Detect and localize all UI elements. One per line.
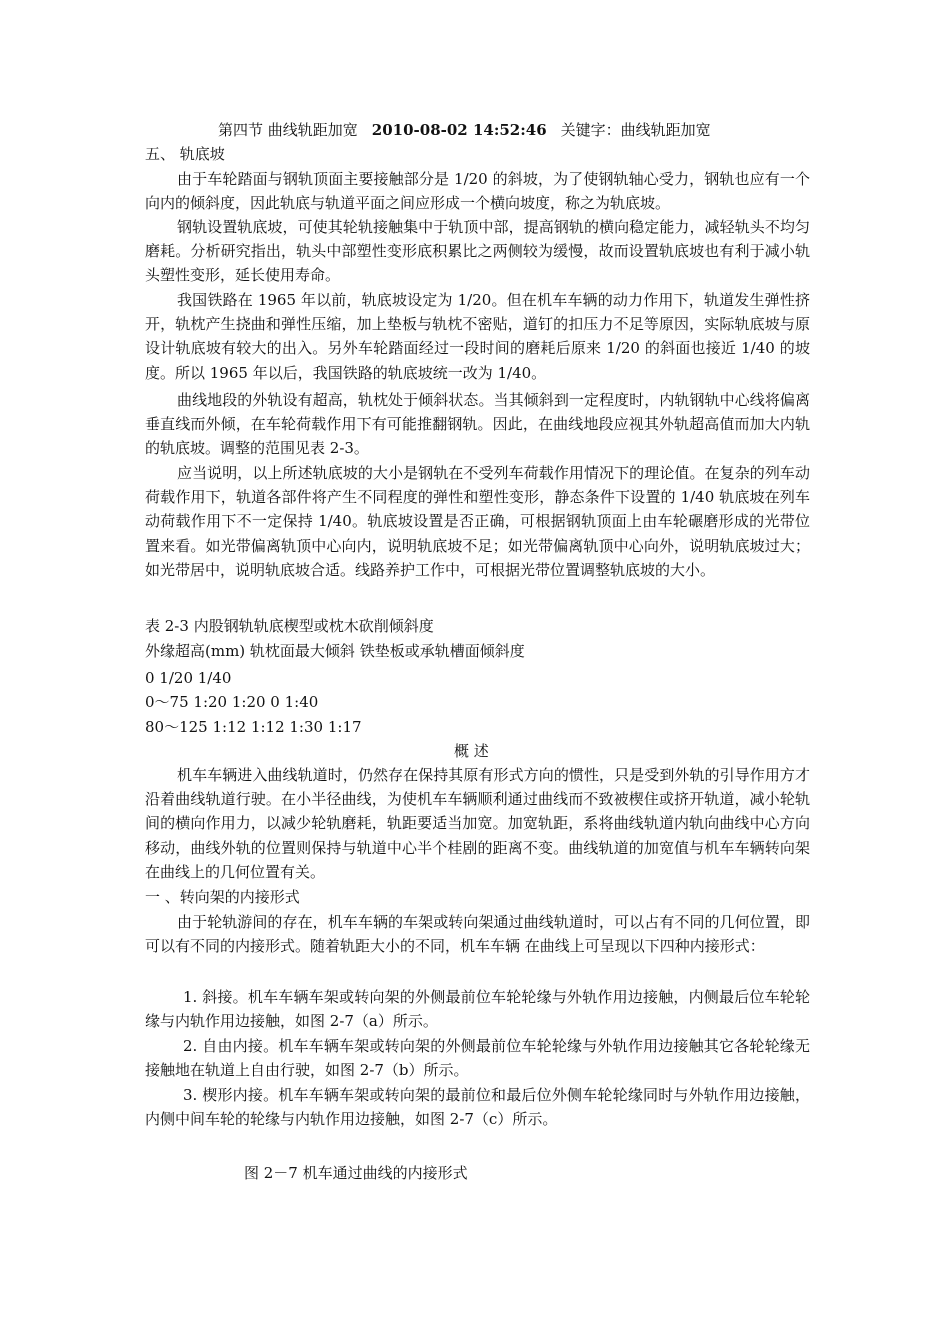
- table-row: 0 1/20 1/40: [145, 669, 232, 687]
- paragraph-4: 曲线地段的外轨设有超高，轨枕处于倾斜状态。当其倾斜到一定程度时，内轨钢轨中心线将偏离垂直线而外倾，在车轮荷载作用下有可能推翻钢轨。因此，在曲线地段应视其外轨超高值而加大内轨的轨底坡。调整的范围见表 2-3。: [145, 391, 810, 458]
- list-item: 3. 楔形内接。机车车辆车架或转向架的最前位和最后位外侧车轮轮缘同时与外轨作用边接触，内侧中间车轮的轮缘与内轨作用边接触，如图 2-7（c）所示。: [145, 1086, 810, 1129]
- keywords-value: 曲线轨距加宽: [620, 121, 711, 139]
- page-header: [218, 118, 711, 142]
- post-datetime: 2010-08-02 14:52:46: [371, 121, 547, 139]
- section-title: 第四节 曲线轨距加宽: [218, 121, 358, 139]
- table-row: 0～75 1:20 1:20 0 1:40: [145, 693, 319, 711]
- figure-caption: 图 2－7 机车通过曲线的内接形式: [244, 1164, 468, 1182]
- table-caption: 表 2-3 内股钢轨轨底楔型或枕木砍削倾斜度: [145, 617, 434, 635]
- keywords-label: 关键字：: [560, 121, 621, 139]
- heading-rail-cant: 五、 轨底坡: [145, 145, 225, 163]
- list-item: 1. 斜接。机车车辆车架或转向架的外侧最前位车轮轮缘与外轨作用边接触，内侧最后位车轮轮缘与内轨作用边接触，如图 2-7（a）所示。: [145, 988, 810, 1031]
- paragraph-3: 我国铁路在 1965 年以前，轨底坡设定为 1/20。但在机车车辆的动力作用下，轨道发生弹性挤开，轨枕产生挠曲和弹性压缩，加上垫板与轨枕不密贴，道钉的扣压力不足等原因，实际轨底坡与原设计轨底坡有较大的出入。另外车轮踏面经过一段时间的磨耗后原来 1/20 的斜面也接近 1/40 的坡度。所以 1965 年以后，我国铁路的轨底坡统一改为 1/40。: [145, 291, 810, 382]
- heading-bogie-inscription: 一 、转向架的内接形式: [145, 888, 300, 906]
- paragraph-2: 钢轨设置轨底坡，可使其轮轨接触集中于轨顶中部，提高钢轨的横向稳定能力，减轻轨头不均匀磨耗。分析研究指出，轨头中部塑性变形底积累比之两侧较为缓慢，故而设置轨底坡也有利于减小轨头塑性变形，延长使用寿命。: [145, 218, 810, 285]
- list-item: 2. 自由内接。机车车辆车架或转向架的外侧最前位车轮轮缘与外轨作用边接触其它各轮轮缘无接触地在轨道上自由行驶，如图 2-7（b）所示。: [145, 1037, 810, 1080]
- paragraph-5: 应当说明，以上所述轨底坡的大小是钢轨在不受列车荷载作用情况下的理论值。在复杂的列车动荷载作用下，轨道各部件将产生不同程度的弹性和塑性变形，静态条件下设置的 1/40 轨底坡在列车动荷载作用下不一定保持 1/40。轨底坡设置是否正确，可根据钢轨顶面上由车轮碾磨形成的光带位置来看。如光带偏离轨顶中心向内，说明轨底坡不足；如光带偏离轨顶中心向外，说明轨底坡过大；如光带居中，说明轨底坡合适。线路养护工作中，可根据光带位置调整轨底坡的大小。: [145, 464, 810, 579]
- paragraph-1: 由于车轮踏面与钢轨顶面主要接触部分是 1/20 的斜坡，为了使钢轨轴心受力，钢轨也应有一个向内的倾斜度，因此轨底与轨道平面之间应形成一个横向坡度，称之为轨底坡。: [145, 170, 810, 213]
- overview-paragraph: 机车车辆进入曲线轨道时，仍然存在保持其原有形式方向的惯性，只是受到外轨的引导作用方才沿着曲线轨道行驶。在小半径曲线，为使机车车辆顺利通过曲线而不致被楔住或挤开轨道，减小轮轨间的横向作用力，以减少轮轨磨耗，轨距要适当加宽。加宽轨距，系将曲线轨道内轨向曲线中心方向移动，曲线外轨的位置则保持与轨道中心半个桂剧的距离不变。曲线轨道的加宽值与机车车辆转向架在曲线上的几何位置有关。: [145, 766, 810, 881]
- overview-title: 概 述: [454, 742, 489, 760]
- table-header: 外缘超高(mm) 轨枕面最大倾斜 铁垫板或承轨槽面倾斜度: [145, 642, 525, 660]
- intro-paragraph: 由于轮轨游间的存在，机车车辆的车架或转向架通过曲线轨道时，可以占有不同的几何位置，即可以有不同的内接形式。随着轨距大小的不同，机车车辆 在曲线上可呈现以下四种内接形式：: [145, 913, 810, 956]
- table-row: 80～125 1:12 1:12 1:30 1:17: [145, 718, 362, 736]
